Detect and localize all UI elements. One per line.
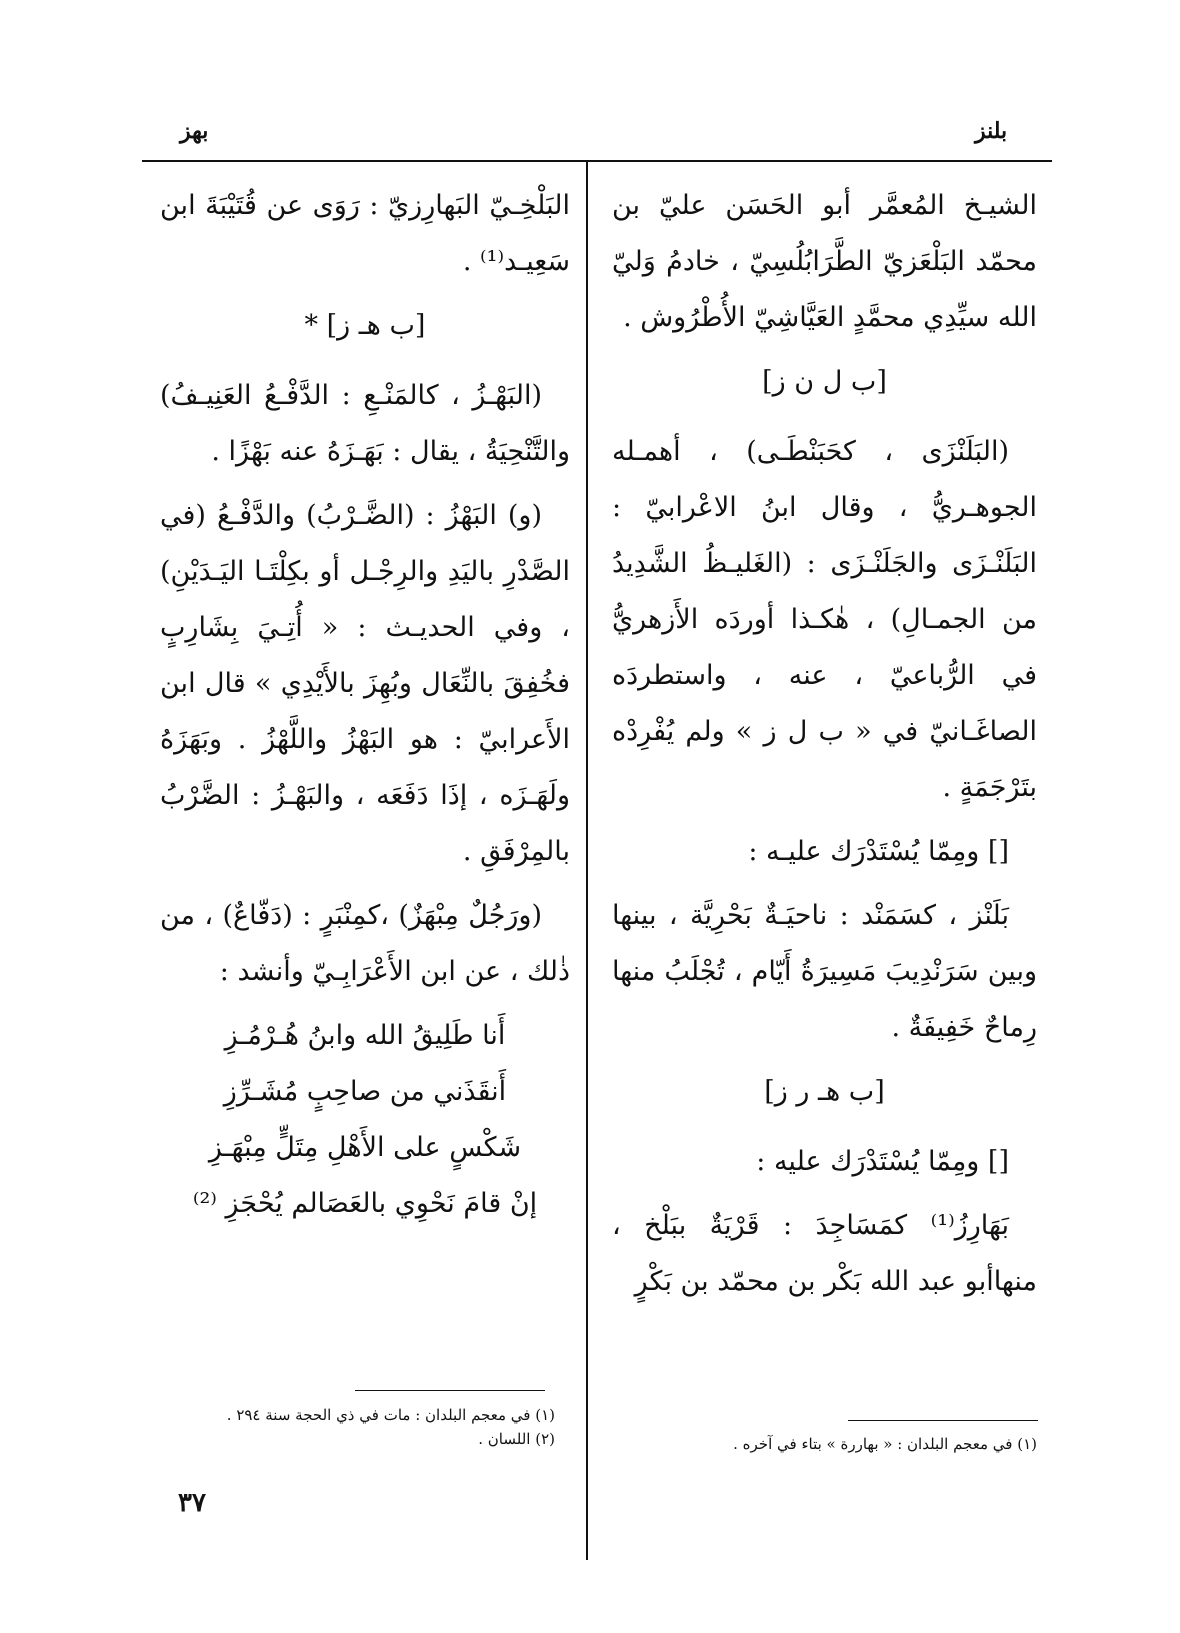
poem-line: أَنا طَلِيقُ الله وابنُ هُـرْمُـزِ: [224, 1020, 506, 1051]
column-divider: [586, 160, 588, 1560]
header-rule: [142, 160, 1052, 162]
entry-heading-bhrz: [ب هـ ر ز]: [764, 1076, 885, 1107]
footnote-line: (٢) اللسان .: [478, 1430, 555, 1448]
entry-paragraph: (ورَجُلٌ مِبْهَزٌ) ،كمِنْبَرٍ : (دَفّاعٌ) ، من ذٰلك ، عن ابن الأَعْرَابِـيّ وأنشد :: [160, 900, 570, 987]
addendum-note: [] ومِمّا يُسْتَدْرَك عليه :: [756, 1146, 1009, 1177]
poem-line: شَكْسٍ على الأَهْلِ مِتَلٍّ مِبْهَـزِ: [208, 1132, 522, 1163]
page-number: ٣٧: [178, 1488, 206, 1518]
running-head-left: بهز: [180, 118, 209, 144]
addendum-note: [] ومِمّا يُسْتَدْرَك عليـه :: [748, 836, 1009, 867]
right-column: [612, 178, 1037, 1318]
entry-heading-bhz: [ب هـ ز] *: [304, 310, 426, 341]
poem-verses: [160, 1008, 570, 1232]
footnote-right: (١) في معجم البلدان : « بهاررة » بتاء في آخره .: [733, 1435, 1037, 1453]
right-intro-paragraph: الشيـخ المُعمَّر أبو الحَسَن عليّ بن محمّد البَلْعَزيّ الطَّرَابُلُسِيّ ، خادمُ وَليّ الله سيِّدِي محمَّدٍ العَيَّاشِيّ الأُطْرُوش .: [612, 190, 1037, 333]
left-intro-paragraph: البَلْخِـيّ البَهارِزيّ : رَوَى عن قُتَيْبَةَ ابن سَعِيـد⁽¹⁾ .: [160, 190, 570, 277]
footnote-rule-right: [848, 1420, 1038, 1421]
left-column: [160, 178, 570, 1232]
entry-paragraph: بَهَارِزُ⁽¹⁾ كمَسَاجِدَ : قَرْيَةٌ ببَلْخ ، منهاأبو عبد الله بَكْر بن محمّد بن بَكْرٍ: [612, 1210, 1037, 1297]
poem-line: أَنقَذَني من صاحِبٍ مُشَـرِّزِ: [223, 1076, 507, 1107]
entry-paragraph: (البَهْـزُ ، كالمَنْـعِ : الدَّفْـعُ العَنِيـفُ) والتَّنْحِيَةُ ، يقال : بَهَـزَهُ عنه بَهْزًا .: [160, 380, 570, 467]
entry-paragraph: بَلَنْز ، كسَمَنْد : ناحيَـةٌ بَحْرِيَّة ، بينها وبين سَرَنْدِيبَ مَسِيرَةُ أَيّام ، تُجْلَبُ منها رِماحٌ خَفِيفَةٌ .: [612, 900, 1037, 1043]
entry-paragraph: (و) البَهْزُ : (الضَّـرْبُ) والدَّفْـعُ (في الصَّدْرِ باليَدِ والرِجْـل أو بكِلْتَـا اليَـدَيْنِ) ، وفي الحديـث : « أُتِـيَ بِشَارِبٍ فخُفِقَ بالنِّعَال وبُهِزَ بالأَيْدِي » قال ابن الأَعرابيّ : هو البَهْزُ واللَّهْزُ . وبَهَزَهُ ولَهَـزَه ، إذَا دَفَعَه ، والبَهْـزُ : الضَّرْبُ بالمِرْفَقِ .: [160, 500, 570, 867]
poem-line: إنْ قامَ نَحْوِي بالعَصَالم يُحْجَزِ ⁽²⁾: [192, 1188, 538, 1219]
footnote-rule-left: [355, 1390, 545, 1391]
footnotes-left: [160, 1403, 555, 1451]
entry-heading-blnz: [ب ل ن ز]: [762, 366, 887, 397]
running-head-right: بلنز: [975, 118, 1008, 144]
footnote-line: (١) في معجم البلدان : مات في ذي الحجة سنة ٢٩٤ .: [226, 1406, 555, 1424]
entry-paragraph: (البَلَنْزَى ، كحَبَنْطَـى) ، أهمـله الجوهـريُّ ، وقال ابنُ الاعْرابيّ : البَلَنْـزَى والجَلَنْـزَى : (الغَليـظُ الشَّدِيدُ من الجمـالِ) ، هٰكـذا أوردَه الأَزهريُّ في الرُّباعيّ ، عنه ، واستطردَه الصاغَـانيّ في « ب ل ز » ولم يُفْرِدْه بتَرْجَمَةٍ .: [612, 436, 1037, 803]
